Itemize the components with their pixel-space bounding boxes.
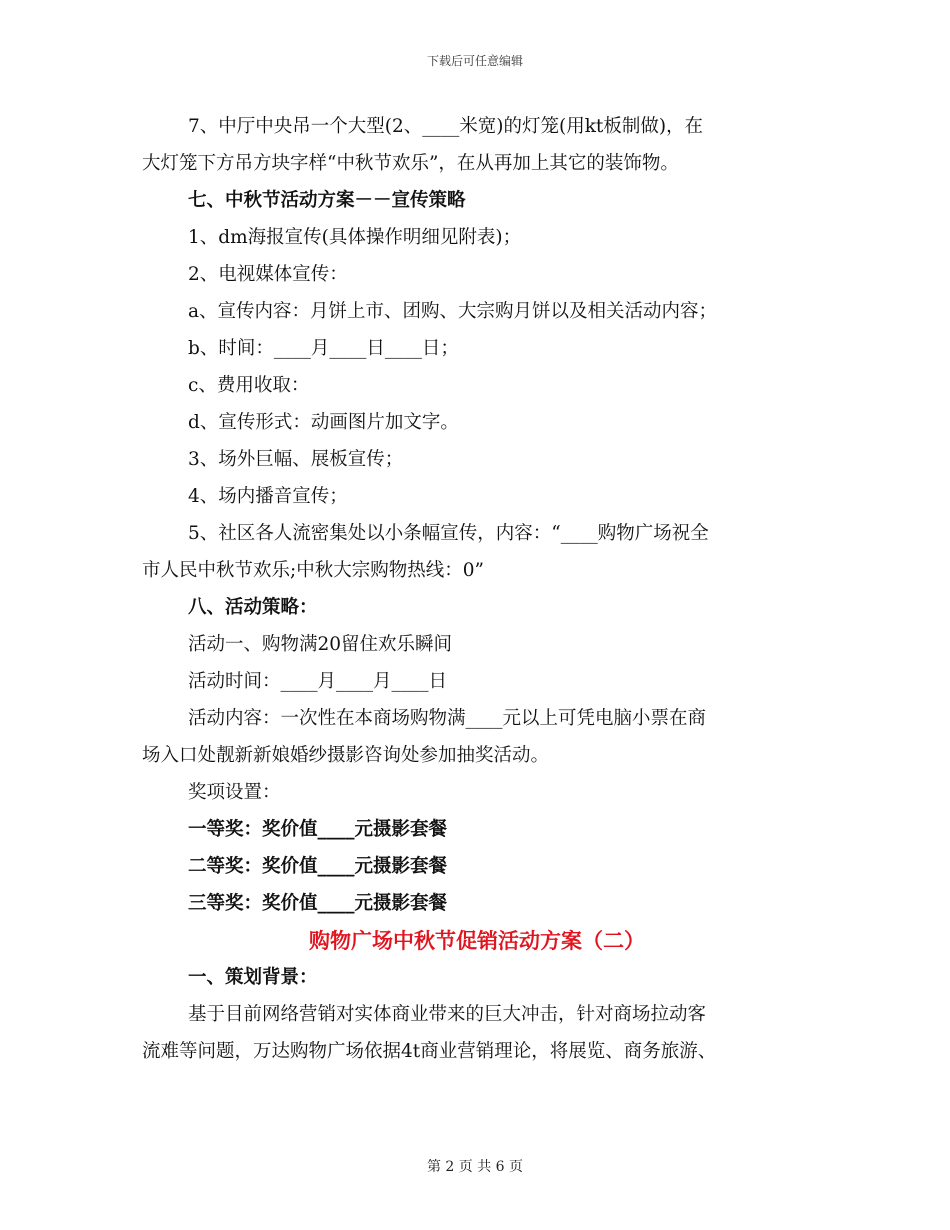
page-footer: 第 2 页 共 6 页	[426, 1159, 524, 1175]
section-heading: 七、中秋节活动方案－－宣传策略	[188, 190, 466, 211]
page-header: 下载后可任意编辑	[426, 54, 523, 68]
document-title: 购物广场中秋节促销活动方案（二）	[309, 928, 645, 953]
paragraph-line: b、时间：____月____日____日；	[188, 338, 459, 359]
paragraph-line: 流难等问题，万达购物广场依据4t商业营销理论，将展览、商务旅游、	[142, 1041, 717, 1062]
paragraph-line: 5、社区各人流密集处以小条幅宣传，内容：“____购物广场祝全	[188, 523, 709, 544]
section-heading: 一、策划背景：	[188, 967, 318, 988]
paragraph-line: c、费用收取：	[188, 375, 310, 396]
prize-line: 二等奖：奖价值____元摄影套餐	[188, 856, 448, 877]
prize-line: 三等奖：奖价值____元摄影套餐	[188, 893, 448, 914]
paragraph-line: 场入口处靓新新娘婚纱摄影咨询处参加抽奖活动。	[142, 745, 550, 766]
paragraph-line: 4、场内播音宣传；	[188, 486, 348, 507]
paragraph-line: 活动时间：____月____月____日	[188, 671, 448, 692]
paragraph-line: d、宣传形式：动画图片加文字。	[188, 412, 459, 433]
section-heading: 八、活动策略：	[188, 597, 318, 618]
paragraph-line: 活动内容：一次性在本商场购物满____元以上可凭电脑小票在商	[188, 708, 707, 729]
paragraph-line: 市人民中秋节欢乐;中秋大宗购物热线：0”	[142, 560, 484, 581]
prize-line: 一等奖：奖价值____元摄影套餐	[188, 819, 448, 840]
paragraph-line: a、宣传内容：月饼上市、团购、大宗购月饼以及相关活动内容；	[188, 301, 718, 322]
document-body	[142, 108, 812, 1070]
paragraph-line: 基于目前网络营销对实体商业带来的巨大冲击，针对商场拉动客	[188, 1004, 707, 1025]
paragraph-line: 大灯笼下方吊方块字样“中秋节欢乐”，在从再加上其它的装饰物。	[142, 153, 679, 174]
paragraph-line: 1、dm海报宣传(具体操作明细见附表)；	[188, 227, 522, 248]
paragraph-line: 活动一、购物满20留住欢乐瞬间	[188, 634, 453, 655]
paragraph-line: 3、场外巨幅、展板宣传；	[188, 449, 404, 470]
paragraph-line: 2、电视媒体宣传：	[188, 264, 348, 285]
paragraph-line: 7、中厅中央吊一个大型(2、____米宽)的灯笼(用kt板制做)，在	[188, 116, 704, 137]
paragraph-line: 奖项设置：	[188, 782, 281, 803]
